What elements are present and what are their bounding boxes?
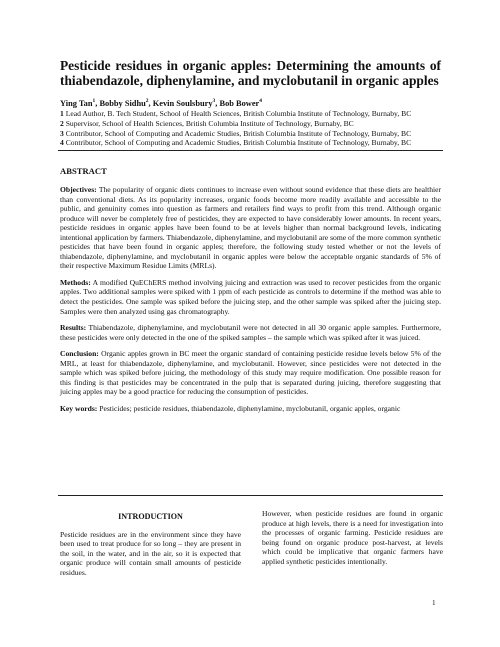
introduction-heading: INTRODUCTION	[118, 512, 183, 521]
paper-title: Pesticide residues in organic apples: Determining the amounts of thiabendazole, diphenylamine, and myclobutanil in organic apples	[60, 58, 441, 88]
author-name: Bob Bower	[219, 98, 260, 108]
author-name: Ying Tan	[60, 98, 93, 108]
affiliation-mark: 1	[60, 109, 64, 119]
abstract-conclusion	[60, 349, 441, 397]
abstract-methods	[60, 278, 441, 316]
page-number: 1	[432, 599, 436, 607]
section-label: Results:	[60, 323, 87, 333]
abstract-top-rule	[58, 150, 443, 151]
body-column-left	[60, 512, 241, 578]
affiliation-line	[60, 119, 441, 129]
section-text: Pesticides; pesticide residues, thiabendazole, diphenylamine, myclobutanil, organic apples, organic	[99, 403, 401, 413]
section-label: Objectives:	[60, 185, 97, 194]
author-mark: 2	[145, 98, 149, 104]
affiliation-text: Contributor, School of Computing and Academic Studies, British Columbia Institute of Technology, Burnaby, BC	[65, 138, 412, 148]
affiliation-mark: 4	[60, 138, 64, 148]
author-names: Ying Tan$^1$, Bobby Sidhu$^2$, Kevin Soulsbury$^3$, Bob Bower$^4$	[60, 98, 263, 108]
section-text: Thiabendazole, diphenylamine, and myclobutanil were not detected in all 30 organic apple samples. Furthermore, these pesticides were only detected in the one of the spiked samples – the sample which was spiked after it was juiced.	[60, 323, 441, 342]
affiliation-text: Contributor, School of Computing and Academic Studies, British Columbia Institute of Technology, Burnaby, BC	[65, 128, 412, 138]
section-label: Conclusion:	[60, 349, 99, 359]
body-column-right	[262, 509, 443, 567]
abstract-body	[60, 185, 441, 420]
author-mark: 3	[212, 98, 216, 104]
affiliation-mark: 2	[60, 118, 64, 128]
abstract-objectives	[60, 185, 441, 271]
section-text: Organic apples grown in BC meet the organic standard of containing pesticide residue levels below 5% of the MRL, at least for thiabendazole, diphenylamine, and myclobutanil. However, since pesticides were not detected in the sample which was spiked before juicing, the methodology of this study may require modification. One possible reason for this finding is that pesticides may be concentrated in the pulp that is separated during juicing, therefore suggesting that juicing apples may be a good practice for reducing the consumption of pesticides.	[60, 349, 441, 397]
author-mark: 1	[92, 98, 96, 104]
abstract-results	[60, 323, 441, 342]
introduction-paragraph: Pesticide residues are in the environment since they have been used to treat produce for so long – they are present in the soil, in the water, and in the air, so it is expected that organic produce will contain small amounts of pesticide residues.	[60, 529, 241, 577]
abstract-keywords	[60, 404, 441, 414]
author-block	[60, 97, 441, 148]
affiliation-line	[60, 109, 441, 119]
affiliation-mark: 3	[60, 128, 64, 138]
author-mark: 4	[259, 98, 263, 104]
abstract-bottom-rule	[58, 495, 443, 496]
affiliation-text: Lead Author, B. Tech Student, School of Health Sciences, British Columbia Institute of Technology, Burnaby, BC	[65, 109, 412, 119]
section-text: The popularity of organic diets continues to increase even without sound evidence that these diets are healthier than conventional diets. As its popularity increases, organic foods become more readily available and accessible to the public, and genuinity comes into question as farmers and retailers find ways to profit from this trend. Although organic produce will never be completely free of pesticides, they are expected to have considerably lower amounts. In recent years, pesticide residues in organic apples have been found to be at levels higher than normal background levels, indicating intentional application by farmers. Thiabendazole, diphenylamine, and myclobutanil are some of the more common synthetic pesticides that have been found in organic apples; therefore, the following study tested whether or not the levels of thiabendazole, diphenylamine, and myclobutanil in organic apples were below the acceptable organic standards of 5% of their respective Maximum Residue Limits (MRLs).	[60, 185, 441, 271]
affiliation-line	[60, 129, 441, 139]
author-name: Bobby Sidhu	[99, 98, 146, 108]
affiliation-line	[60, 138, 441, 148]
section-text: A modified QuEChERS method involving juicing and extraction was used to recover pesticides from the organic apples. Two additional samples were spiked with 1 ppm of each pesticide as controls to determine if the method was able to detect the pesticides. One sample was spiked before the juicing step, and the other sample was spiked after the juicing step. Samples were then analyzed using gas chromatography.	[60, 277, 441, 316]
affiliation-text: Supervisor, School of Health Sciences, British Columbia Institute of Technology, Burnaby, BC	[65, 118, 354, 128]
section-label: Methods:	[60, 277, 91, 287]
abstract-heading: ABSTRACT	[60, 166, 107, 176]
section-label: Key words:	[60, 403, 98, 413]
introduction-paragraph-continued: However, when pesticide residues are found in organic produce at high levels, there is a need for investigation into the processes of organic farming. Pesticide residues are being found on organic produce post-harvest, at levels which could be implicative that organic farmers have applied synthetic pesticides intentionally.	[262, 509, 443, 566]
author-name: Kevin Soulsbury	[152, 98, 213, 108]
